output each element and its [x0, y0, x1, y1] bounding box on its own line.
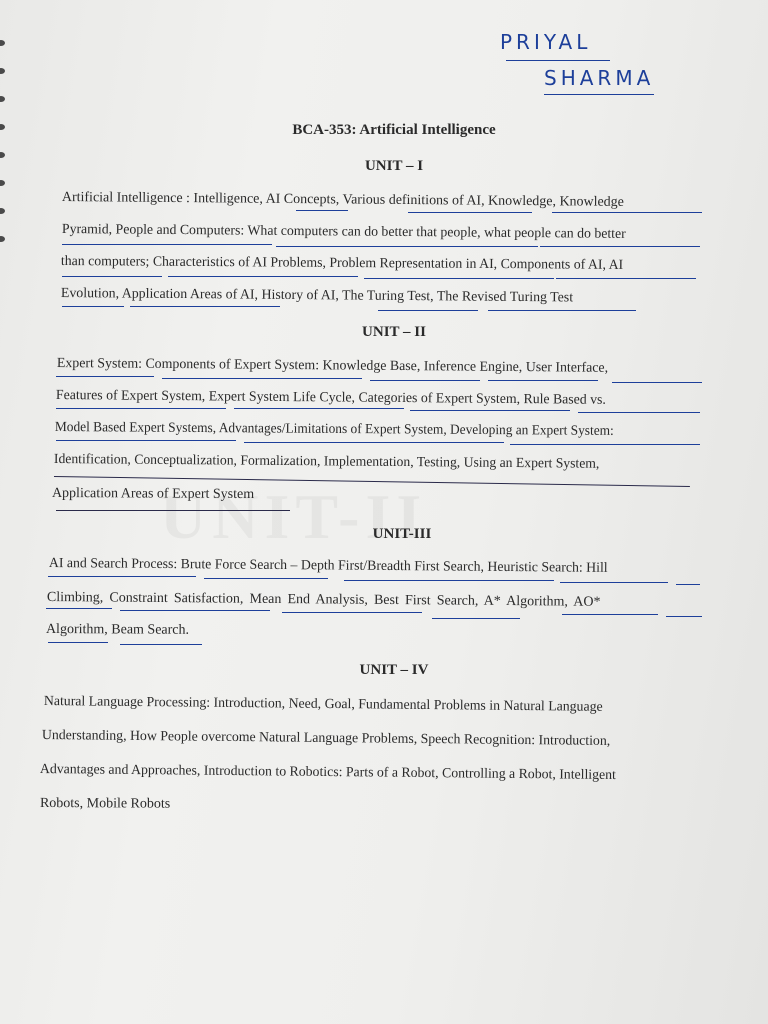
unit-1-line: Artificial Intelligence : Intelligence, AI Concepts, Various definitions of AI, Knowledge, Knowledge: [61, 190, 624, 210]
ink-underline: [296, 210, 348, 211]
ink-underline: [364, 278, 554, 279]
ink-underline: [56, 376, 154, 377]
ink-underline: [370, 380, 480, 381]
ink-underline: [510, 444, 700, 445]
unit-4-line: Understanding, How People overcome Natural Language Problems, Speech Recognition: Introduction,: [41, 728, 611, 749]
ink-underline: [612, 382, 702, 383]
binding-hole: [0, 208, 5, 214]
binding-hole: [0, 96, 5, 102]
unit-1-line: Pyramid, People and Computers: What computers can do better that people, what people can do better: [61, 222, 626, 242]
ink-underline: [488, 310, 636, 311]
ink-underline: [62, 306, 124, 307]
ink-underline: [540, 246, 700, 247]
ink-underline: [56, 408, 226, 409]
ink-underline: [488, 380, 598, 381]
unit-2-line: Expert System: Components of Expert System: Knowledge Base, Inference Engine, User Interface,: [56, 356, 609, 376]
unit-4-line: Natural Language Processing: Introduction, Need, Goal, Fundamental Problems in Natural Language: [43, 694, 603, 715]
ink-underline: [168, 276, 358, 277]
ink-underline: [552, 212, 702, 213]
unit-1-heading: UNIT – I: [364, 158, 424, 174]
unit-4-line: Robots, Mobile Robots: [39, 796, 171, 812]
ink-underline: [130, 306, 280, 307]
ink-underline: [48, 576, 196, 577]
unit-3-line: Algorithm, Beam Search.: [45, 622, 190, 638]
ink-underline: [244, 442, 504, 443]
course-title: BCA-353: Artificial Intelligence: [292, 122, 496, 138]
ink-underline: [282, 612, 422, 613]
ink-underline: [432, 618, 520, 619]
unit-4-heading: UNIT – IV: [359, 662, 429, 678]
unit-4-line: Advantages and Approaches, Introduction to Robotics: Parts of a Robot, Controlling a Robot, Intelligent: [39, 762, 617, 784]
pen-underline: [56, 510, 290, 511]
unit-2-line: Identification, Conceptualization, Formalization, Implementation, Testing, Using an Expert System,: [53, 452, 600, 472]
ink-underline: [562, 614, 658, 615]
ink-underline: [276, 246, 538, 247]
unit-1-line: Evolution, Application Areas of AI, History of AI, The Turing Test, The Revised Turing Test: [60, 286, 574, 306]
ink-underline: [62, 276, 162, 277]
ink-underline: [204, 578, 328, 579]
ink-underline: [666, 616, 702, 617]
ink-underline: [46, 608, 112, 609]
binding-hole: [0, 236, 5, 242]
ink-underline: [408, 212, 532, 213]
ink-underline: [578, 412, 700, 413]
ink-underline: [120, 644, 202, 645]
unit-2-heading: UNIT – II: [362, 324, 426, 340]
unit-3-heading: UNIT-III: [372, 526, 432, 542]
ink-underline: [344, 580, 554, 581]
unit-3-line: AI and Search Process: Brute Force Search – Depth First/Breadth First Search, Heuristic Search: Hill: [48, 556, 608, 576]
handwritten-underline: [544, 94, 654, 95]
binding-hole: [0, 40, 5, 46]
unit-2-line: Model Based Expert Systems, Advantages/Limitations of Expert System, Developing an Expert System:: [54, 420, 614, 439]
ink-underline: [410, 410, 570, 411]
ink-underline: [62, 244, 272, 245]
ink-underline: [556, 278, 696, 279]
ink-underline: [120, 610, 270, 611]
binding-hole: [0, 180, 5, 186]
ink-underline: [234, 408, 404, 409]
binding-hole: [0, 68, 5, 74]
ink-underline: [162, 378, 362, 379]
handwritten-name-line1: PRIYAL: [500, 30, 592, 54]
unit-2-line: Features of Expert System, Expert System Life Cycle, Categories of Expert System, Rule Based vs.: [55, 388, 606, 408]
ink-underline: [48, 642, 108, 643]
unit-2-line: Application Areas of Expert System: [51, 486, 255, 503]
binding-holes: [0, 0, 8, 1024]
ink-underline: [378, 310, 478, 311]
handwritten-underline: [506, 60, 610, 61]
handwritten-name-line2: SHARMA: [544, 66, 655, 90]
ink-underline: [676, 584, 700, 585]
ink-underline: [56, 440, 236, 441]
unit-3-line: Climbing, Constraint Satisfaction, Mean End Analysis, Best First Search, A* Algorithm, AO*: [46, 590, 601, 610]
ink-underline: [560, 582, 668, 583]
unit-1-line: than computers; Characteristics of AI Problems, Problem Representation in AI, Components of AI, AI: [60, 254, 624, 273]
